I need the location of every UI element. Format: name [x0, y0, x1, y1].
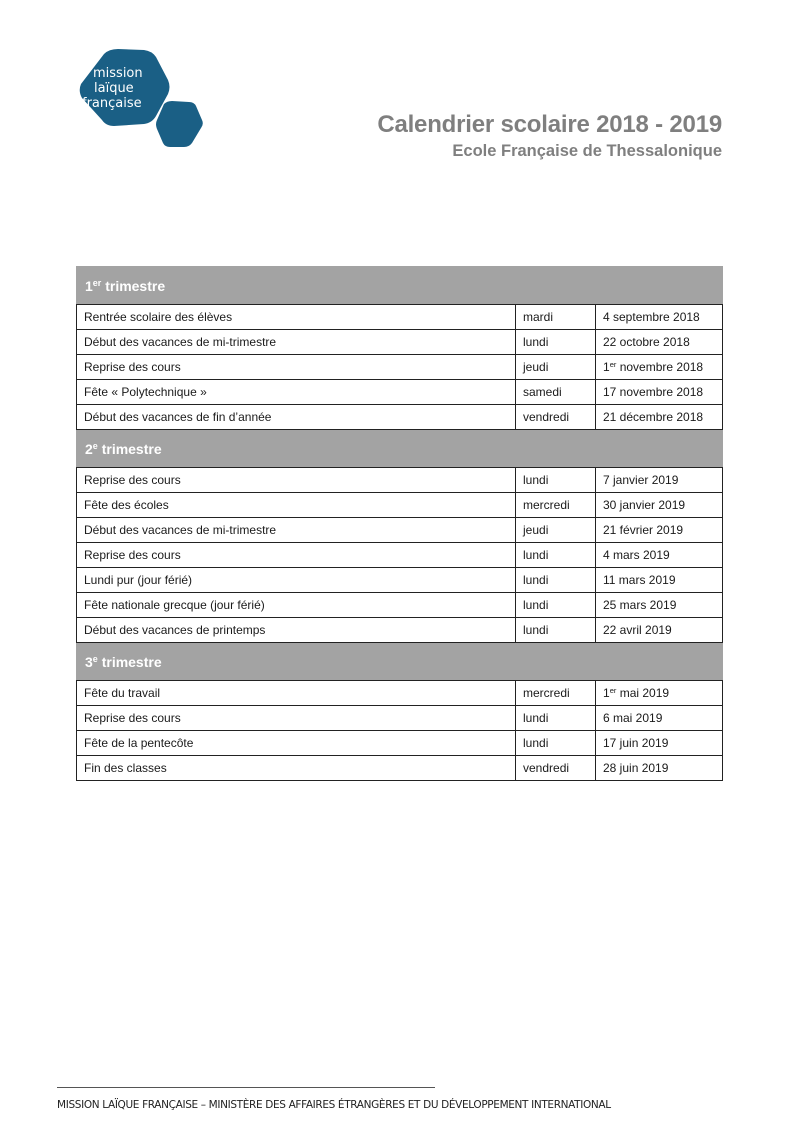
- calendar-row: [77, 543, 723, 568]
- footer-text: MISSION LAÏQUE FRANÇAISE – MINISTÈRE DES AFFAIRES ÉTRANGÈRES ET DU DÉVELOPPEMENT INTERNATIONAL: [57, 1099, 611, 1111]
- calendar-row: [77, 731, 723, 756]
- calendar-row: [77, 355, 723, 380]
- event-day: jeudi: [516, 355, 596, 380]
- event-date: [596, 543, 723, 568]
- event-name: Rentrée scolaire des élèves: [77, 305, 516, 330]
- calendar-row: [77, 756, 723, 781]
- calendar-row: [77, 593, 723, 618]
- event-day: mercredi: [516, 681, 596, 706]
- event-day: vendredi: [516, 756, 596, 781]
- calendar-row: [77, 618, 723, 643]
- trimester-title: [77, 430, 723, 468]
- calendar-row: [77, 405, 723, 430]
- calendar-row: [77, 305, 723, 330]
- trimester-number: 3: [85, 653, 93, 670]
- trimester-header: [77, 267, 723, 305]
- date-rest: novembre 2018: [616, 360, 704, 374]
- date-text: 4 septembre 2018: [603, 310, 700, 324]
- mission-laique-logo: [76, 46, 206, 150]
- event-date: [596, 405, 723, 430]
- trimester-label: trimestre: [101, 277, 166, 294]
- event-name: Début des vacances de mi-trimestre: [77, 330, 516, 355]
- calendar-row: [77, 493, 723, 518]
- date-text: 30 janvier 2019: [603, 498, 686, 512]
- trimester-number: 1: [85, 277, 93, 294]
- trimester-header: [77, 430, 723, 468]
- event-day: mardi: [516, 305, 596, 330]
- date-text: 22 avril 2019: [603, 623, 672, 637]
- event-name: Fête des écoles: [77, 493, 516, 518]
- logo-hexagons: [76, 46, 206, 150]
- date-text: 1: [603, 686, 610, 700]
- date-text: 6 mai 2019: [603, 711, 663, 725]
- event-name: Fête nationale grecque (jour férié): [77, 593, 516, 618]
- title-block: [377, 111, 722, 162]
- school-name: Ecole Française de Thessalonique: [452, 142, 722, 160]
- event-day: samedi: [516, 380, 596, 405]
- event-day: mercredi: [516, 493, 596, 518]
- event-date: [596, 593, 723, 618]
- trimester-label: trimestre: [97, 440, 162, 457]
- footer-divider: [57, 1087, 435, 1088]
- calendar-row: [77, 681, 723, 706]
- event-date: [596, 518, 723, 543]
- date-text: 11 mars 2019: [603, 573, 676, 587]
- date-text: 4 mars 2019: [603, 548, 670, 562]
- event-day: lundi: [516, 568, 596, 593]
- date-rest: mai 2019: [616, 686, 670, 700]
- event-date: [596, 355, 723, 380]
- event-name: Fin des classes: [77, 756, 516, 781]
- date-text: 25 mars 2019: [603, 598, 677, 612]
- event-day: vendredi: [516, 405, 596, 430]
- calendar-row: [77, 706, 723, 731]
- event-day: jeudi: [516, 518, 596, 543]
- event-day: lundi: [516, 543, 596, 568]
- date-ordinal: er: [609, 360, 617, 369]
- event-name: Lundi pur (jour férié): [77, 568, 516, 593]
- date-text: 17 juin 2019: [603, 736, 669, 750]
- event-date: [596, 568, 723, 593]
- event-day: lundi: [516, 468, 596, 493]
- event-date: [596, 468, 723, 493]
- trimester-label: trimestre: [97, 653, 162, 670]
- logo-small-hexagon: [156, 101, 203, 147]
- date-text: 21 février 2019: [603, 523, 684, 537]
- calendar-row: [77, 380, 723, 405]
- date-text: 1: [603, 360, 610, 374]
- school-calendar-table: [76, 266, 723, 781]
- trimester-header: [77, 643, 723, 681]
- event-name: Reprise des cours: [77, 706, 516, 731]
- event-day: lundi: [516, 593, 596, 618]
- event-date: [596, 731, 723, 756]
- date-text: 28 juin 2019: [603, 761, 669, 775]
- logo-line-1: mission: [93, 66, 143, 81]
- event-date: [596, 330, 723, 355]
- page-title: Calendrier scolaire 2018 - 2019: [377, 111, 722, 138]
- calendar-row: [77, 518, 723, 543]
- event-day: lundi: [516, 618, 596, 643]
- trimester-ordinal: e: [92, 440, 98, 451]
- event-name: Reprise des cours: [77, 468, 516, 493]
- event-name: Début des vacances de fin d’année: [77, 405, 516, 430]
- logo-line-3: française: [82, 96, 142, 111]
- trimester-ordinal: er: [92, 277, 102, 288]
- date-text: 17 novembre 2018: [603, 385, 704, 399]
- date-ordinal: er: [609, 686, 617, 695]
- event-date: [596, 706, 723, 731]
- date-text: 22 octobre 2018: [603, 335, 690, 349]
- event-day: lundi: [516, 706, 596, 731]
- event-date: [596, 756, 723, 781]
- calendar-row: [77, 568, 723, 593]
- event-date: [596, 618, 723, 643]
- trimester-title: [77, 643, 723, 681]
- event-date: [596, 681, 723, 706]
- calendar-row: [77, 468, 723, 493]
- event-date: [596, 380, 723, 405]
- trimester-number: 2: [85, 440, 93, 457]
- event-day: lundi: [516, 330, 596, 355]
- trimester-title: [77, 267, 723, 305]
- logo-line-2: laïque: [94, 81, 134, 96]
- calendar-row: [77, 330, 723, 355]
- event-date: [596, 493, 723, 518]
- event-name: Reprise des cours: [77, 355, 516, 380]
- event-name: Début des vacances de mi-trimestre: [77, 518, 516, 543]
- trimester-ordinal: e: [92, 653, 98, 664]
- event-date: [596, 305, 723, 330]
- event-name: Fête de la pentecôte: [77, 731, 516, 756]
- event-name: Reprise des cours: [77, 543, 516, 568]
- calendar-body: [77, 267, 723, 781]
- event-name: Fête « Polytechnique »: [77, 380, 516, 405]
- date-text: 21 décembre 2018: [603, 410, 704, 424]
- event-day: lundi: [516, 731, 596, 756]
- date-text: 7 janvier 2019: [603, 473, 679, 487]
- event-name: Fête du travail: [77, 681, 516, 706]
- event-name: Début des vacances de printemps: [77, 618, 516, 643]
